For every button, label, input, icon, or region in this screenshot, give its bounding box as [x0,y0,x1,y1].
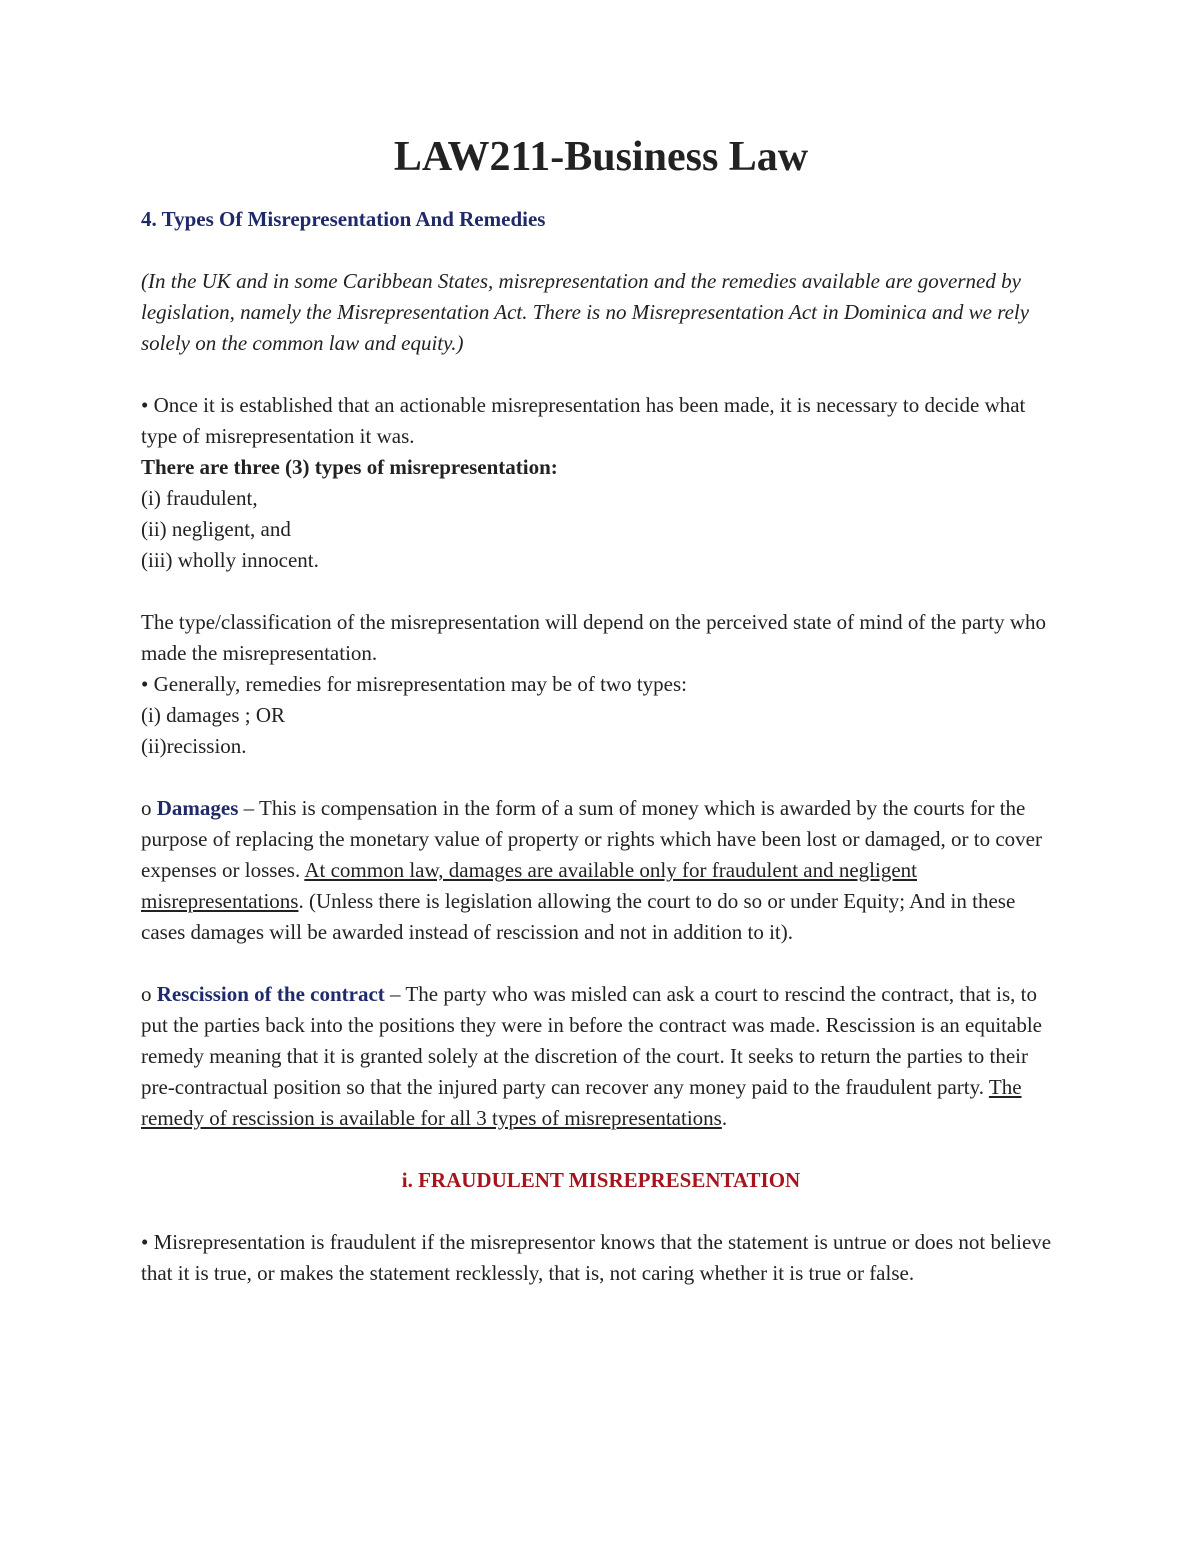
damages-term: Damages [156,796,239,820]
damages-text-after: . (Unless there is legislation allowing the court to do so or under Equity; And in these cases damages will be awarded instead of rescission and not in addition to it). [141,889,1016,944]
rescission-term: Rescission of the contract [156,982,385,1006]
bullet-once-established: • Once it is established that an actionable misrepresentation has been made, it is necessary to decide what type of misrepresentation it was. [141,393,1026,448]
document-title: LAW211-Business Law [393,134,809,180]
type-item-negligent: (ii) negligent, and [141,517,291,541]
fraudulent-bullet: • Misrepresentation is fraudulent if the misrepresentor knows that the statement is untrue or does not believe that it is true, or makes the statement recklessly, that is, not caring whether it is true or false. [141,1230,1052,1285]
damages-marker: o [141,796,157,820]
rescission-marker: o [141,982,157,1006]
damages-text: – This is compensation in the form of a sum of money which is awarded by the courts for the purpose of replacing the monetary value of property or rights which have been lost or damaged, or to cover expenses or losses. [141,796,1042,882]
intro-note: (In the UK and in some Caribbean States, misrepresentation and the remedies available are governed by legislation, namely the Misrepresentation Act. There is no Misrepresentation Act in Dominica and we rely solely on the common law and equity.) [141,269,1030,355]
remedies-intro: • Generally, remedies for misrepresentation may be of two types: [141,672,687,696]
three-types-heading: There are three (3) types of misrepresentation: [141,455,558,479]
damages-underlined-text: At common law, damages are available only for fraudulent and negligent misrepresentations [141,858,917,913]
document-page [141,134,1061,1289]
section-heading: 4. Types Of Misrepresentation And Remedies [141,207,546,231]
rescission-paragraph [141,979,1061,1134]
rescission-text: – The party who was misled can ask a court to rescind the contract, that is, to put the parties back into the positions they were in before the contract was made. Rescission is an equitable remedy meaning that it is granted solely at the discretion of the court. It seeks to return the parties to their pre-contractual position so that the injured party can recover any money paid to the fraudulent party. [141,982,1042,1099]
rescission-text-after: . [721,1106,728,1130]
type-item-innocent: (iii) wholly innocent. [141,548,319,572]
damages-paragraph [141,793,1061,948]
remedy-item-damages: (i) damages ; OR [141,703,286,727]
rescission-underlined-text: The remedy of rescission is available for all 3 types of misrepresentations [141,1075,1022,1130]
fraudulent-misrepresentation-heading: i. FRAUDULENT MISREPRESENTATION [401,1168,801,1192]
type-item-fraudulent: (i) fraudulent, [141,486,258,510]
classification-paragraph: The type/classification of the misrepresentation will depend on the perceived state of mind of the party who made the misrepresentation. [141,610,1047,665]
remedy-item-recission: (ii)recission. [141,734,247,758]
